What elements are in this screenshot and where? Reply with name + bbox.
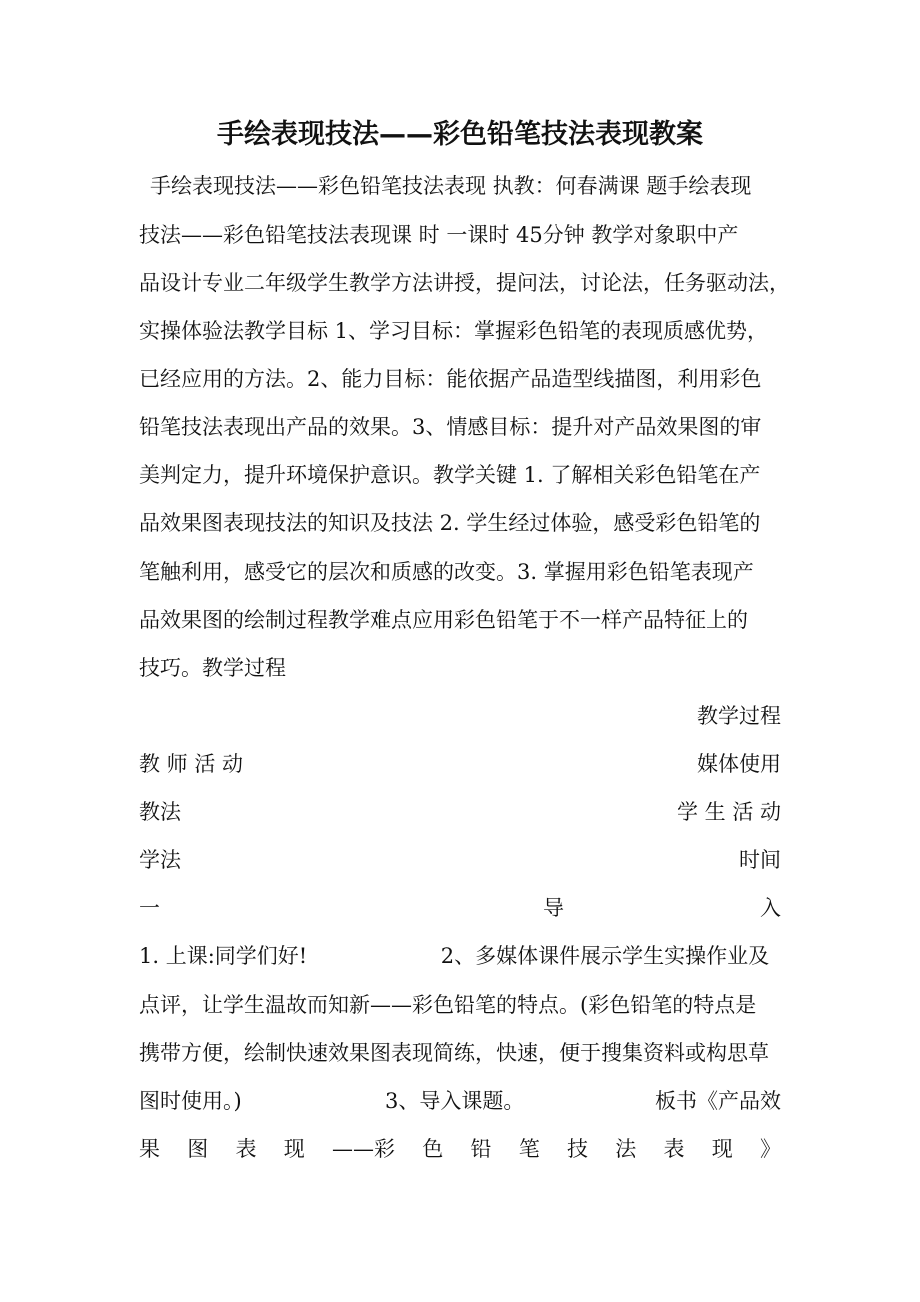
paragraph-line: 笔触利用，感受它的层次和质感的改变。3. 掌握用彩色铅笔表现产 [139, 560, 754, 584]
spaced-char: ——彩 [332, 1137, 395, 1161]
paragraph-line: 美判定力，提升环境保护意识。教学关键 1. 了解相关彩色铅笔在产 [139, 463, 761, 487]
spaced-char: 果 [139, 1137, 160, 1161]
spaced-char: 表 [663, 1137, 685, 1161]
section-word: 导 [543, 896, 564, 920]
spaced-char: 法 [615, 1137, 637, 1161]
paragraph-line: 铅笔技法表现出产品的效果。3、情感目标：提升对产品效果图的审 [139, 415, 762, 439]
body-line: 点评，让学生温故而知新——彩色铅笔的特点。(彩色铅笔的特点是 [139, 993, 757, 1017]
spaced-char: 笔 [518, 1137, 540, 1161]
paragraph-line: 品效果图的绘制过程教学难点应用彩色铅笔于不一样产品特征上的 [139, 608, 748, 632]
paragraph-line: 手绘表现技法——彩色铅笔技法表现 执教：何春满课 题手绘表现 [150, 174, 752, 198]
paragraph-line: 技巧。教学过程 [139, 656, 286, 680]
media-use-label: 媒体使用 [697, 752, 781, 776]
section-number: 一 [139, 896, 160, 920]
body-line-left: 图时使用。) [139, 1089, 242, 1113]
body-line-spaced [139, 1134, 781, 1164]
document-title: 手绘表现技法——彩色铅笔技法表现教案 [217, 119, 703, 150]
paragraph-line: 已经应用的方法。2、能力目标：能依据产品造型线描图，利用彩色 [139, 367, 762, 391]
body-line-right: 板书《产品效 [655, 1089, 781, 1113]
paragraph-line: 品设计专业二年级学生教学方法讲授，提问法，讨论法，任务驱动法， [139, 271, 790, 295]
spaced-char: 现 [283, 1137, 305, 1161]
body-line: 1. 上课:同学们好! 2、多媒体课件展示学生实操作业及 [139, 944, 770, 968]
body-line: 携带方便，绘制快速效果图表现简练，快速，便于搜集资料或构思草 [139, 1041, 769, 1065]
spaced-char: 表 [235, 1137, 257, 1161]
spaced-char: 图 [187, 1137, 209, 1161]
spaced-char: 》 [760, 1137, 781, 1161]
section-word: 入 [760, 896, 781, 920]
table-header-row [139, 845, 781, 875]
time-label: 时间 [739, 848, 781, 872]
spaced-char: 铅 [470, 1137, 492, 1161]
teacher-activity-label: 教 师 活 动 [139, 752, 244, 776]
paragraph-line: 技法——彩色铅笔技法表现课 时 一课时 45分钟 教学对象职中产 [139, 223, 739, 247]
learning-method-label: 学法 [139, 848, 181, 872]
table-process-heading: 教学过程 [697, 704, 781, 728]
paragraph-line: 实操体验法教学目标 1、学习目标：掌握彩色铅笔的表现质感优势， [139, 319, 769, 343]
teaching-method-label: 教法 [139, 800, 181, 824]
spaced-char: 现 [711, 1137, 733, 1161]
table-header-row [139, 797, 781, 827]
spaced-char: 色 [422, 1137, 444, 1161]
paragraph-line: 品效果图表现技法的知识及技法 2. 学生经过体验，感受彩色铅笔的 [139, 511, 761, 535]
spaced-char: 技 [567, 1137, 588, 1161]
body-line-mid: 3、导入课题。 [385, 1089, 525, 1113]
table-header-row [139, 749, 781, 779]
student-activity-label: 学 生 活 动 [676, 800, 781, 824]
